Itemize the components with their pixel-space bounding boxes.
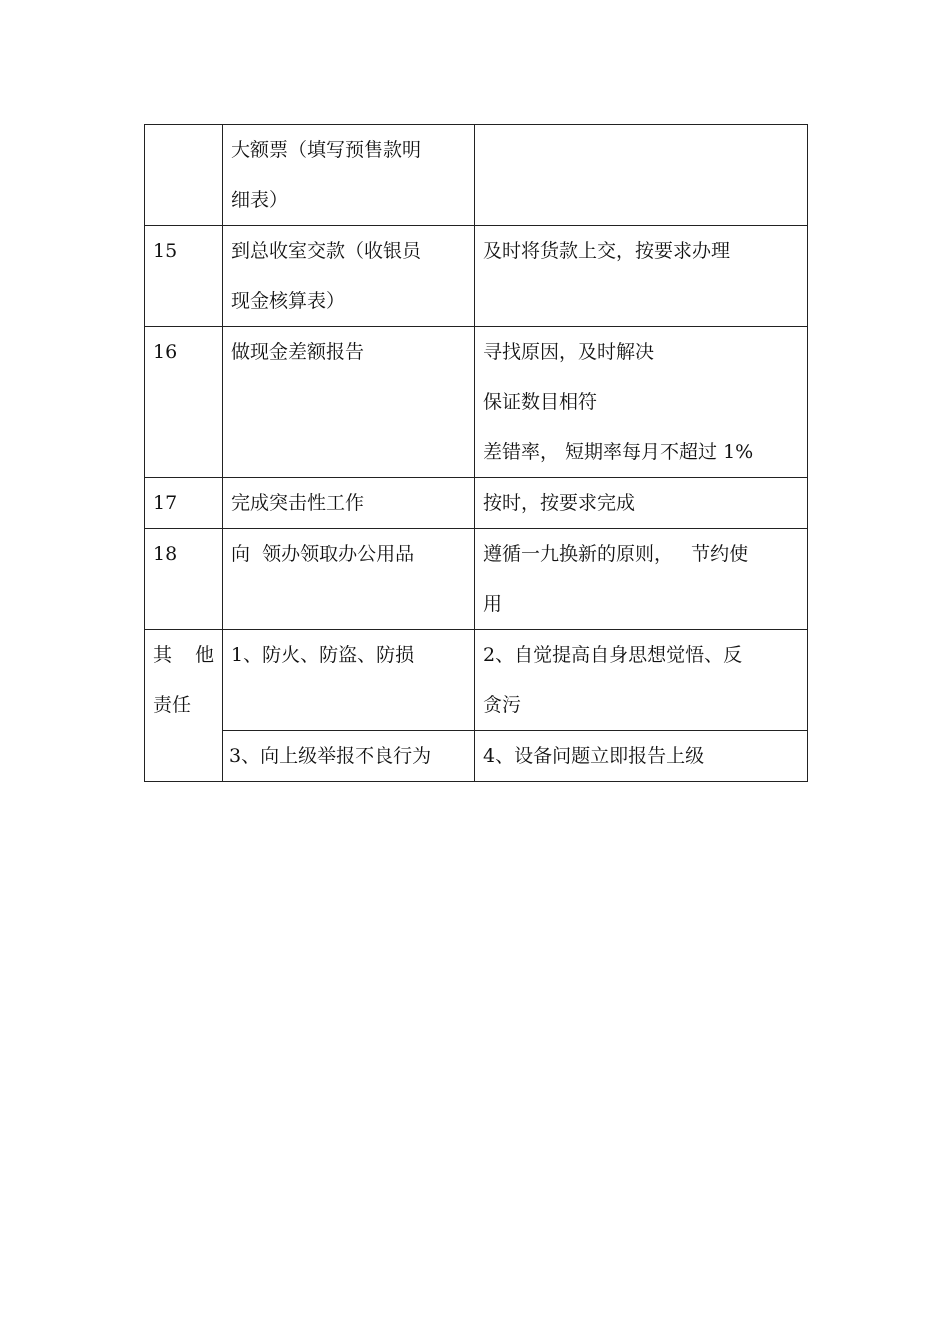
requirement-cell <box>475 529 808 630</box>
requirement-cell <box>475 125 808 226</box>
other-item: 3、向上级举报不良行为 <box>229 745 432 767</box>
row-number: 17 <box>145 478 223 529</box>
task-cell <box>223 478 475 529</box>
requirement-cell <box>475 731 808 782</box>
task-cell <box>223 529 475 630</box>
other-item: 2、自觉提高自身思想觉悟、反 <box>483 644 743 666</box>
task-cell <box>223 630 475 731</box>
requirement-cell <box>475 630 808 731</box>
requirement-cell <box>475 226 808 327</box>
task-text: 做现金差额报告 <box>231 341 365 363</box>
task-text: 完成突击性工作 <box>231 492 365 514</box>
table-row <box>145 731 808 782</box>
row-number <box>145 125 223 226</box>
task-cell <box>223 731 475 782</box>
requirement-text: 遵循一九换新的原则， 节约使 <box>483 543 749 565</box>
requirement-text: 及时将货款上交，按要求办理 <box>483 240 731 262</box>
task-text: 到总收室交款（收银员 <box>231 240 422 262</box>
table-row <box>145 529 808 630</box>
task-text: 细表） <box>231 189 289 211</box>
task-cell <box>223 327 475 478</box>
table-row <box>145 226 808 327</box>
requirement-text: 保证数目相符 <box>483 391 598 413</box>
task-text: 向 领办领取办公用品 <box>231 543 415 565</box>
requirement-cell <box>475 327 808 478</box>
other-item: 1、防火、防盗、防损 <box>231 644 415 666</box>
other-item: 贪污 <box>483 694 522 716</box>
requirement-text: 差错率， 短期率每月不超过 1% <box>483 441 754 463</box>
task-cell <box>223 226 475 327</box>
requirement-text: 寻找原因，及时解决 <box>483 341 655 363</box>
table-row <box>145 125 808 226</box>
other-responsibility-label: 其 他 责任 <box>145 630 223 782</box>
table-row <box>145 478 808 529</box>
row-number: 18 <box>145 529 223 630</box>
requirement-text: 按时，按要求完成 <box>483 492 636 514</box>
task-cell <box>223 125 475 226</box>
row-number: 15 <box>145 226 223 327</box>
requirement-cell <box>475 478 808 529</box>
table-row <box>145 630 808 731</box>
row-number: 16 <box>145 327 223 478</box>
task-text: 大额票（填写预售款明 <box>231 139 422 161</box>
task-text: 现金核算表） <box>231 290 346 312</box>
other-item: 4、设备问题立即报告上级 <box>483 745 705 767</box>
requirement-text: 用 <box>483 593 503 615</box>
table-row <box>145 327 808 478</box>
responsibility-table <box>144 124 808 782</box>
